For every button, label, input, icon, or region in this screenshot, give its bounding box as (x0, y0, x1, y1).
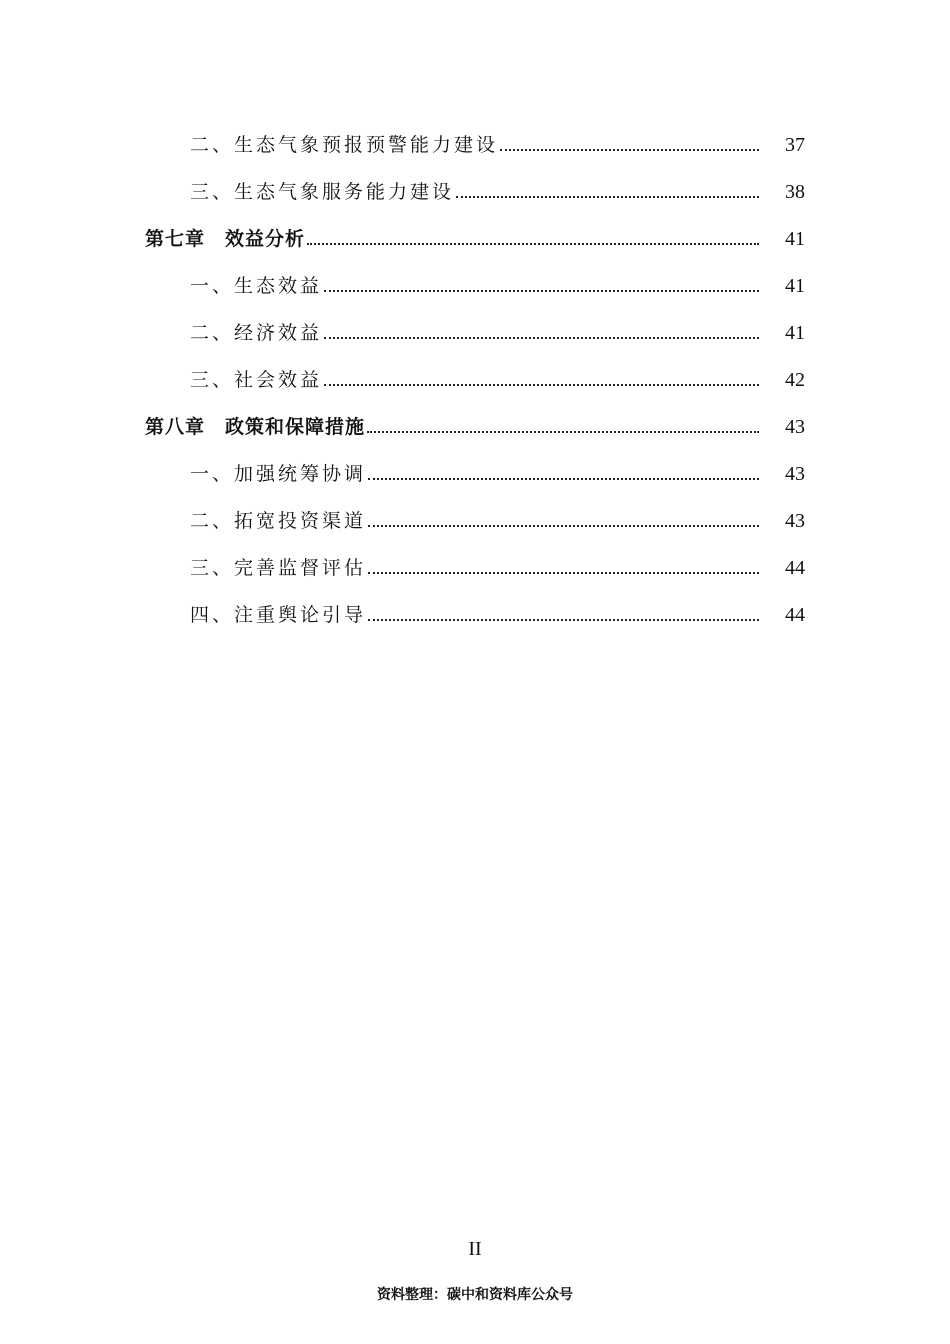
toc-entry-page: 43 (785, 416, 805, 438)
dot-leader (500, 148, 759, 151)
toc-entry-label: 一、加强统筹协调 (190, 463, 367, 485)
toc-entry-page: 38 (785, 181, 805, 203)
toc-entry-label: 一、生态效益 (190, 275, 323, 297)
dot-leader (324, 336, 759, 339)
dot-leader (367, 430, 759, 433)
toc-entry-page: 41 (785, 275, 805, 297)
toc-entry-economic-benefit[interactable] (0, 318, 950, 348)
toc-entry-label: 二、生态气象预报预警能力建设 (190, 134, 499, 156)
dot-leader (307, 242, 759, 245)
toc-entry-ecological-service[interactable] (0, 177, 950, 207)
toc-entry-label: 二、经济效益 (190, 322, 323, 344)
toc-entry-ecological-benefit[interactable] (0, 271, 950, 301)
toc-entry-public-opinion[interactable] (0, 600, 950, 630)
page-number: II (468, 1238, 482, 1260)
toc-entry-label: 三、生态气象服务能力建设 (190, 181, 455, 203)
toc-entry-page: 41 (785, 322, 805, 344)
toc-entry-page: 44 (785, 557, 805, 579)
dot-leader (368, 571, 759, 574)
toc-entry-ecological-forecast-warning[interactable] (0, 130, 950, 160)
toc-entry-page: 37 (785, 134, 805, 156)
toc-entry-investment-channels[interactable] (0, 506, 950, 536)
toc-entry-supervision-evaluation[interactable] (0, 553, 950, 583)
dot-leader (324, 383, 759, 386)
toc-entry-page: 42 (785, 369, 805, 391)
toc-entry-page: 43 (785, 463, 805, 485)
toc-entry-label: 第七章 效益分析 (145, 228, 306, 250)
toc-entry-label: 二、拓宽投资渠道 (190, 510, 367, 532)
toc-chapter-7[interactable] (0, 224, 950, 254)
toc-entry-page: 41 (785, 228, 805, 250)
dot-leader (324, 289, 759, 292)
toc-entry-label: 第八章 政策和保障措施 (145, 416, 366, 438)
toc-entry-page: 43 (785, 510, 805, 532)
toc-chapter-8[interactable] (0, 412, 950, 442)
dot-leader (368, 618, 759, 621)
dot-leader (368, 477, 759, 480)
toc-entry-coordination[interactable] (0, 459, 950, 489)
toc-entry-label: 三、完善监督评估 (190, 557, 367, 579)
toc-entry-label: 三、社会效益 (190, 369, 323, 391)
source-note: 资料整理：碳中和资料库公众号 (377, 1287, 573, 1303)
dot-leader (456, 195, 759, 198)
dot-leader (368, 524, 759, 527)
toc-entry-label: 四、注重舆论引导 (190, 604, 367, 626)
toc-entry-social-benefit[interactable] (0, 365, 950, 395)
toc-entry-page: 44 (785, 604, 805, 626)
